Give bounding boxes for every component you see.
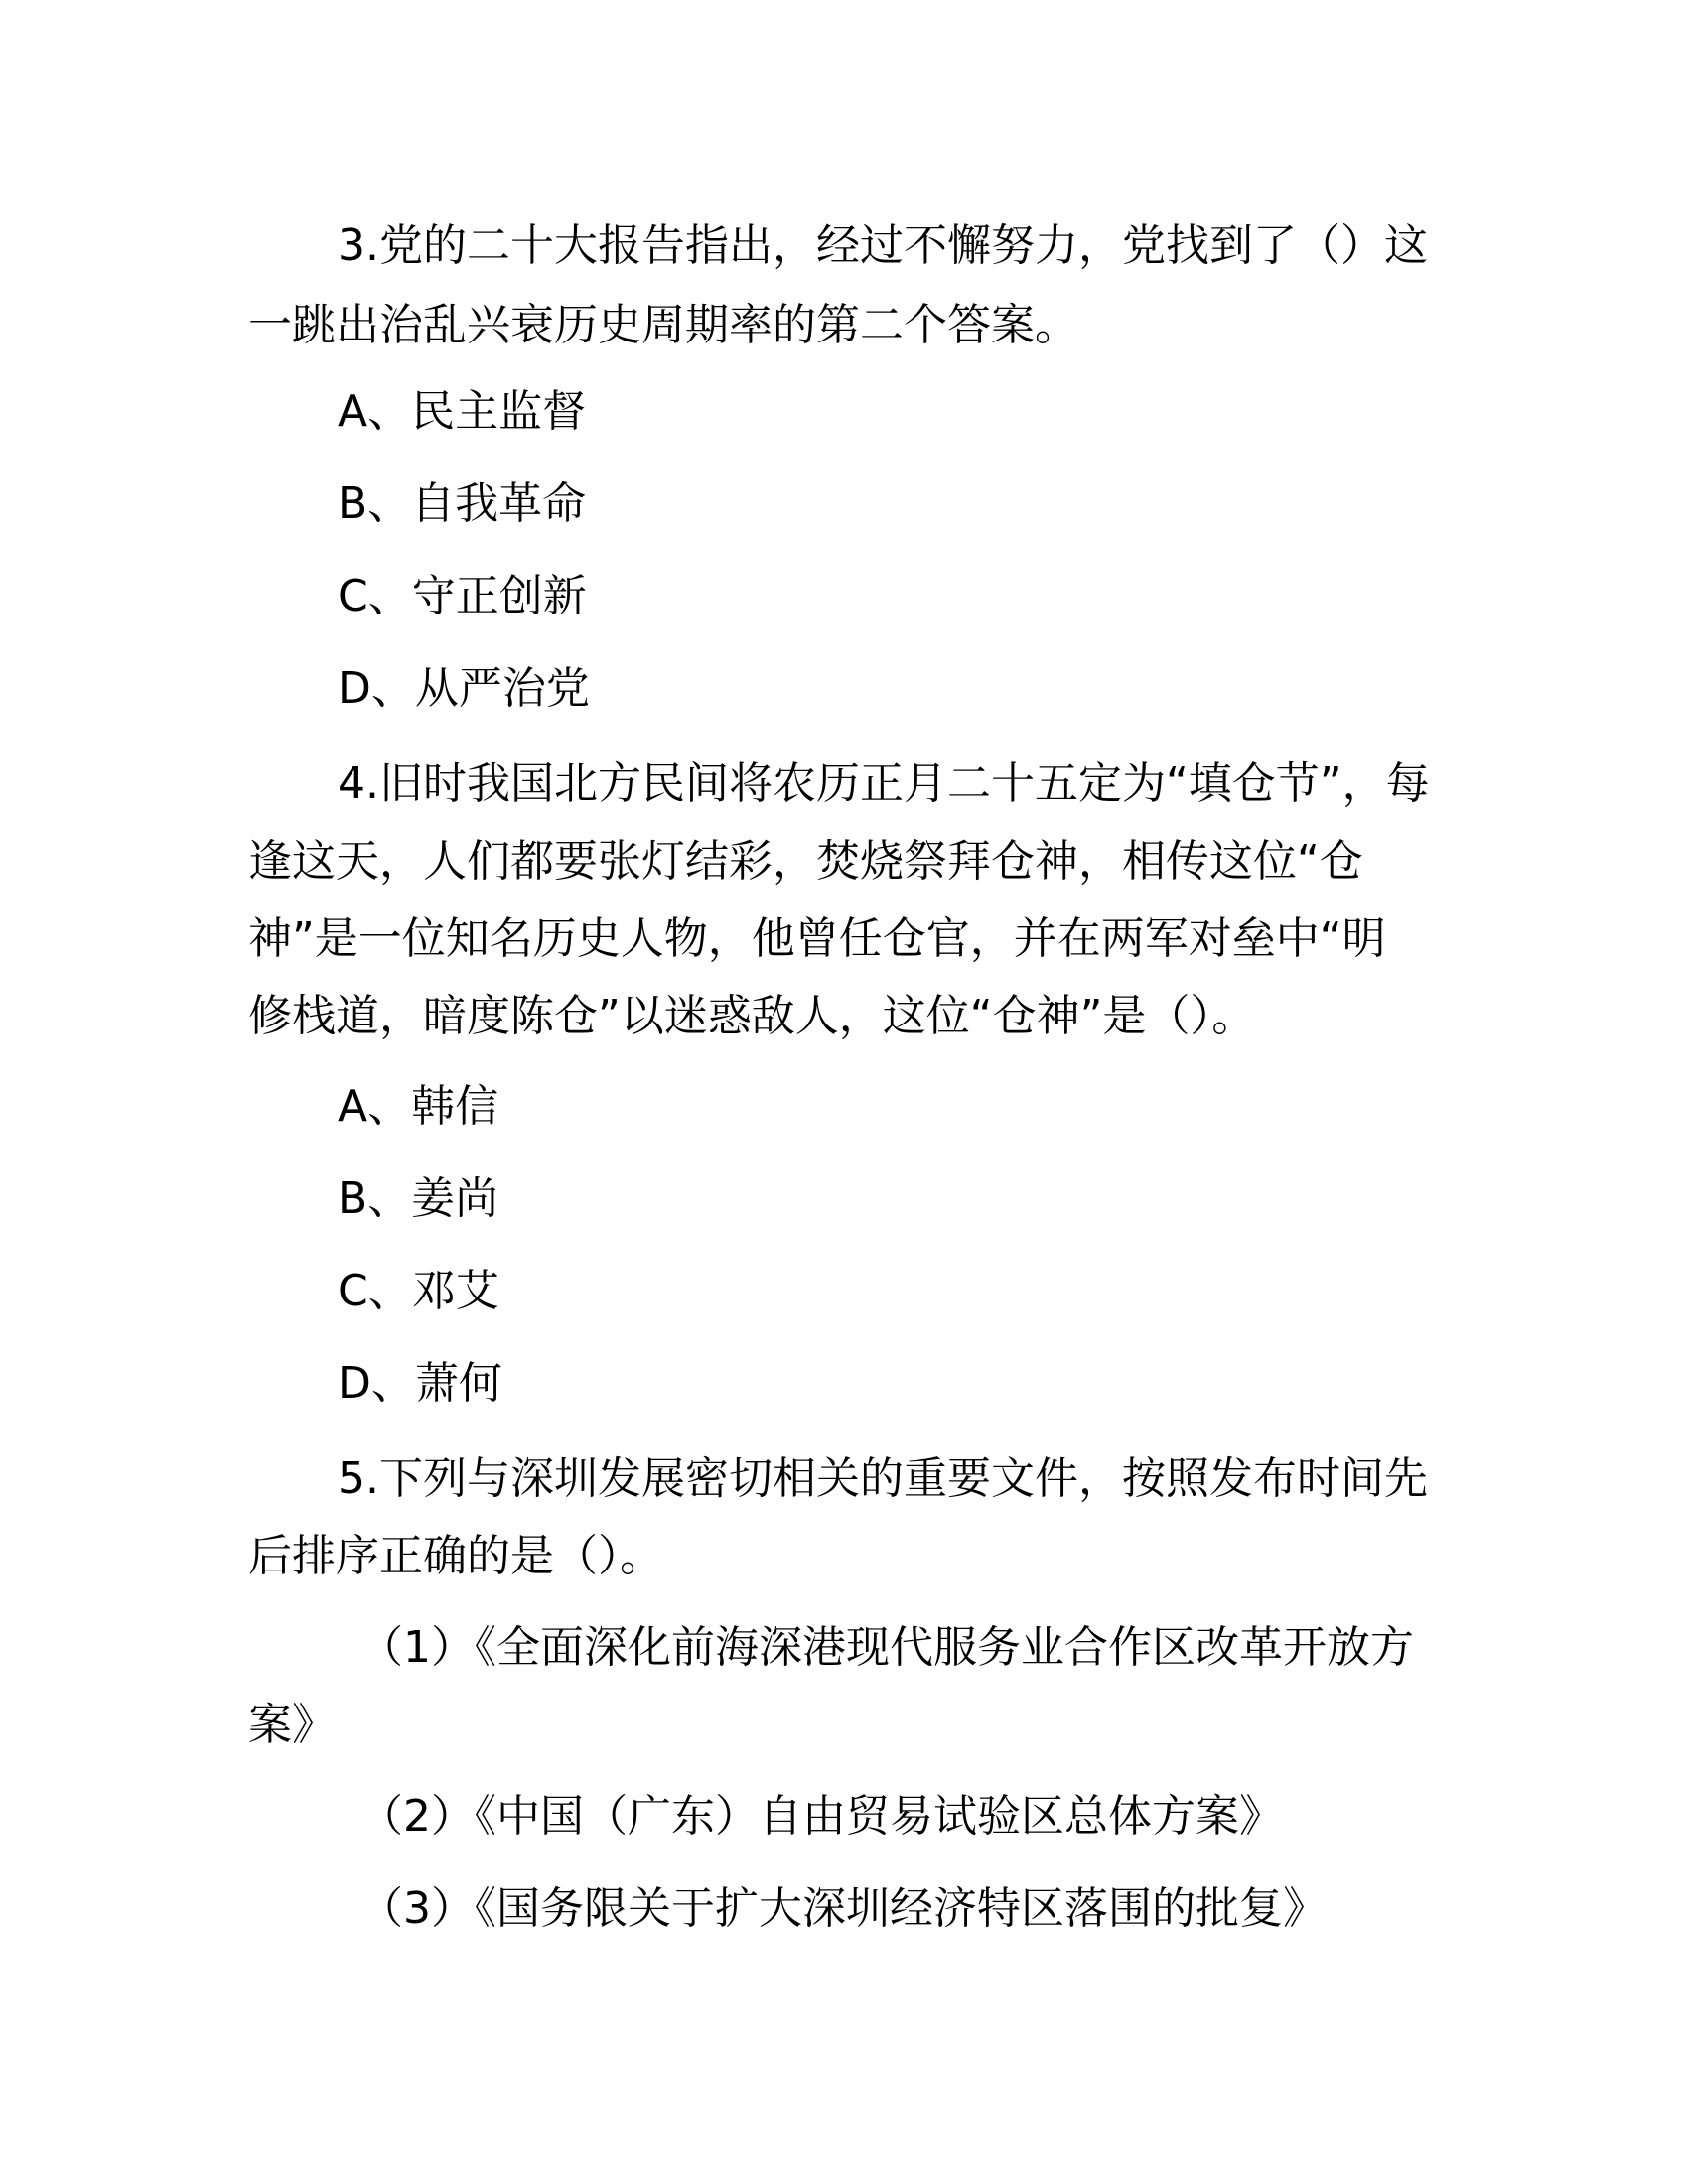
question-4-line-3: 神”是一位知名历史人物，他曾任仓官，并在两军对垒中“明 <box>248 913 1386 964</box>
question-5-item-1-line-1: （1）《全面深化前海深港现代服务业合作区改革开放方 <box>359 1622 1414 1673</box>
question-5-item-3: （3）《国务限关于扩大深圳经济特区落围的批复》 <box>359 1883 1327 1934</box>
question-3-line-1: 3.党的二十大报告指出，经过不懈努力，党找到了（）这 <box>338 220 1428 271</box>
question-3-option-c: C、守正创新 <box>338 571 587 621</box>
question-5-line-2: 后排序正确的是（）。 <box>248 1531 663 1581</box>
question-3-option-a: A、民主监督 <box>338 386 587 437</box>
question-4-line-1: 4.旧时我国北方民间将农历正月二十五定为“填仓节”，每 <box>338 758 1430 809</box>
question-4-option-a: A、韩信 <box>338 1081 499 1132</box>
question-4-option-b: B、姜尚 <box>338 1173 499 1224</box>
question-4-option-c: C、邓艾 <box>338 1266 499 1316</box>
question-5-line-1: 5.下列与深圳发展密切相关的重要文件，按照发布时间先 <box>338 1453 1428 1504</box>
question-5-item-1-line-2: 案》 <box>248 1700 336 1750</box>
question-3-option-b: B、自我革命 <box>338 478 587 529</box>
question-3-line-2: 一跳出治乱兴衰历史周期率的第二个答案。 <box>248 300 1078 350</box>
question-5-item-2: （2）《中国（广东）自由贸易试验区总体方案》 <box>359 1791 1283 1842</box>
question-4-option-d: D、萧何 <box>338 1358 502 1409</box>
question-4-line-4: 修栈道，暗度陈仓”以迷惑敌人，这位“仓神”是（）。 <box>248 991 1256 1041</box>
question-4-line-2: 逢这天，人们都要张灯结彩，焚烧祭拜仓神，相传这位“仓 <box>248 836 1363 887</box>
question-3-option-d: D、从严治党 <box>338 663 590 714</box>
